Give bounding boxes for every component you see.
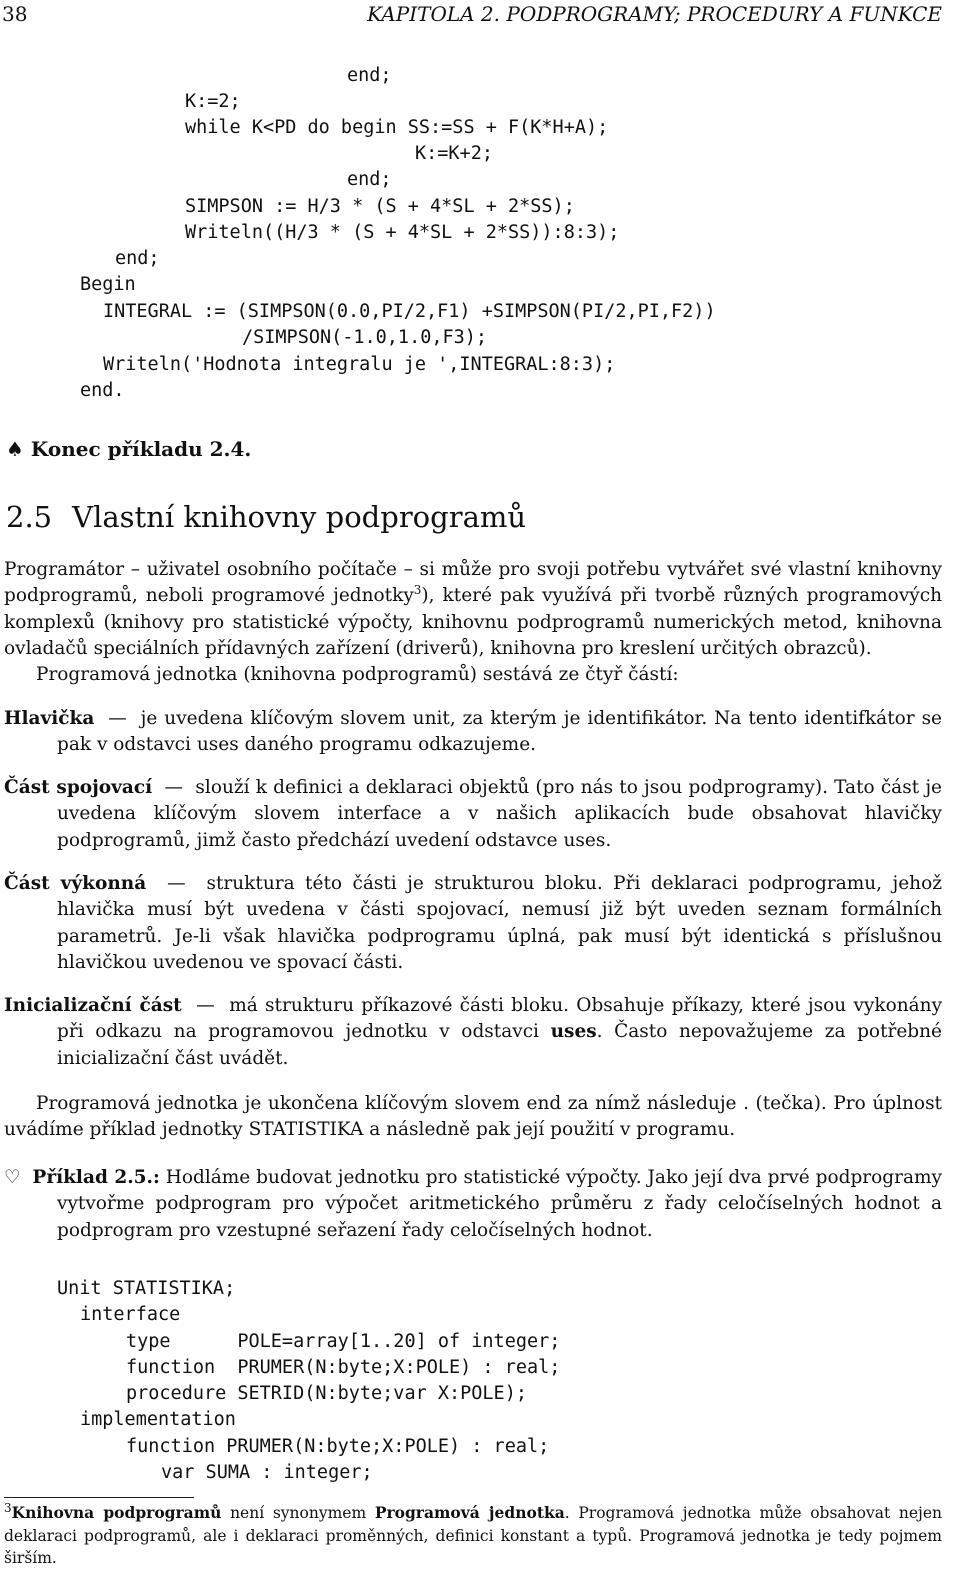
- example-text: Hodláme budovat jednotku pro statistické výpočty. Jako její dva prvé podprogramy vytvořme podprogram pro výpočet aritmetického průměru z řady celočíselných hodnot a podprogram pro vzestupné seřazení řady celočíselných hodnot.: [57, 1167, 942, 1241]
- code-line: SIMPSON := H/3 * (S + 4*SL + 2*SS);: [185, 196, 575, 217]
- code-line: var SUMA : integer;: [161, 1462, 373, 1483]
- footnote-rule: [4, 1497, 194, 1498]
- footnote-term: Knihovna podprogramů: [11, 1503, 222, 1522]
- part-term: Část výkonná: [4, 873, 147, 894]
- code-line: type POLE=array[1..20] of integer;: [126, 1331, 561, 1352]
- part-text: je uvedena klíčovým slovem unit, za kterým je identifikátor. Na tento identifkátor se pak v odstavci uses daného programu odkazujeme.: [57, 708, 943, 756]
- example-paragraph: [4, 1165, 942, 1244]
- code-line: while K<PD do begin SS:=SS + F(K*H+A);: [185, 117, 609, 138]
- heart-icon: ♡: [4, 1167, 21, 1188]
- part-text: má strukturu příkazové části bloku. Obsahuje příkazy, které jsou vykonány při odkazu na programovou jednotku v odstavci: [57, 995, 943, 1043]
- intro-paragraph: [4, 557, 942, 662]
- part-text: slouží k definici a deklaraci objektů (pro nás to jsou podprogramy). Tato část je uvedena klíčovým slovem interface a v našich aplikacích bude obsahovat hlavičky podprogramů, jimž často předchází uvedení odstavce uses.: [57, 777, 943, 851]
- section-number: 2.5: [6, 500, 53, 534]
- running-title: KAPITOLA 2. PODPROGRAMY; PROCEDURY A FUNKCE: [367, 2, 942, 26]
- part-text: struktura této části je strukturou bloku. Při deklaraci podprogramu, jehož hlavička musí být uvedena v části spojovací, nemusí již být uveden seznam formálních parametrů. Je-li však hlavička podprogramu úplná, pak musí být identická s příslušnou hlavičkou uvedenou ve spovací části.: [57, 873, 942, 973]
- intro-text-a: Programátor – uživatel osobního počítače – si může pro svoji potřebu vytvářet své vlastní knihovny podprogramů, neboli programové jednotky: [4, 559, 942, 607]
- em-dash: —: [167, 873, 186, 894]
- section-title: Vlastní knihovny podprogramů: [72, 500, 527, 534]
- code-line: procedure SETRID(N:byte;var X:POLE);: [126, 1383, 527, 1404]
- example-label: Příklad 2.5.:: [32, 1167, 160, 1188]
- code-line: Unit STATISTIKA;: [57, 1278, 236, 1299]
- code-line: function PRUMER(N:byte;X:POLE) : real;: [126, 1357, 561, 1378]
- part-term: Inicializační část: [4, 995, 182, 1016]
- example-end-marker: [6, 437, 251, 461]
- page-number: 38: [2, 2, 28, 26]
- part-term: Část spojovací: [4, 777, 153, 798]
- code-line: end;: [347, 65, 392, 86]
- code-line: interface: [80, 1304, 181, 1325]
- footnote-term: Programová jednotka: [374, 1503, 565, 1522]
- example-end-label: Konec příkladu 2.4.: [30, 437, 252, 461]
- footnote-text: není synonymem: [221, 1504, 375, 1522]
- code-line: Writeln('Hodnota integralu je ',INTEGRAL:8:3);: [103, 354, 616, 375]
- code-line: end.: [80, 380, 125, 401]
- code-line: INTEGRAL := (SIMPSON(0.0,PI/2,F1) +SIMPSON(PI/2,PI,F2)): [103, 301, 716, 322]
- intro-text-b: ), které pak využívá při tvorbě různých programových komplexů (knihovy pro statistické výpočty, knihovnu podprogramů numerických metod, knihovna ovladačů speciálních přídavných zařízení (driverů), knihovna pro kreslení určitých obrazců).: [4, 585, 942, 659]
- footnote-text: . Programová jednotka může obsahovat nejen deklaraci podprogramů, ale i deklaraci proměnných, definici konstant a typů. Programová jednotka je tedy pojmem širším.: [4, 1504, 942, 1567]
- code-line: implementation: [80, 1409, 236, 1430]
- section-heading: [6, 500, 526, 534]
- em-dash: —: [196, 995, 215, 1016]
- em-dash: —: [164, 777, 184, 798]
- code-line: /SIMPSON(-1.0,1.0,F3);: [242, 327, 488, 348]
- part-implementation: [4, 871, 942, 976]
- footnote-number: 3: [4, 1500, 12, 1515]
- code-line: function PRUMER(N:byte;X:POLE) : real;: [126, 1436, 550, 1457]
- footnote-ref: 3: [413, 583, 422, 598]
- em-dash: —: [108, 708, 127, 729]
- code-line: end;: [115, 248, 160, 269]
- part-text: . Často nepovažujeme za potřebné inicializační část uvádět.: [57, 1021, 942, 1069]
- code-line: end;: [347, 169, 392, 190]
- part-header: [4, 706, 942, 759]
- part-interface: [4, 775, 942, 854]
- footnote: [4, 1502, 942, 1570]
- part-initialization: [4, 993, 942, 1072]
- keyword-uses: uses: [550, 1021, 597, 1043]
- intro-parts-paragraph: Programová jednotka (knihovna podprogramů) sestává ze čtyř částí:: [36, 664, 679, 685]
- part-term: Hlavička: [4, 708, 95, 729]
- code-line: K:=K+2;: [415, 143, 493, 164]
- code-line: Writeln((H/3 * (S + 4*SL + 2*SS)):8:3);: [185, 222, 620, 243]
- page-header: [0, 2, 942, 28]
- code-line: Begin: [80, 274, 136, 295]
- closing-paragraph: Programová jednotka je ukončena klíčovým slovem end za nímž následuje . (tečka). Pro úplnost uvádíme příklad jednotky STATISTIKA a následně pak její použití v programu.: [4, 1093, 942, 1141]
- spade-icon: ♠: [6, 437, 24, 461]
- code-line: K:=2;: [185, 91, 241, 112]
